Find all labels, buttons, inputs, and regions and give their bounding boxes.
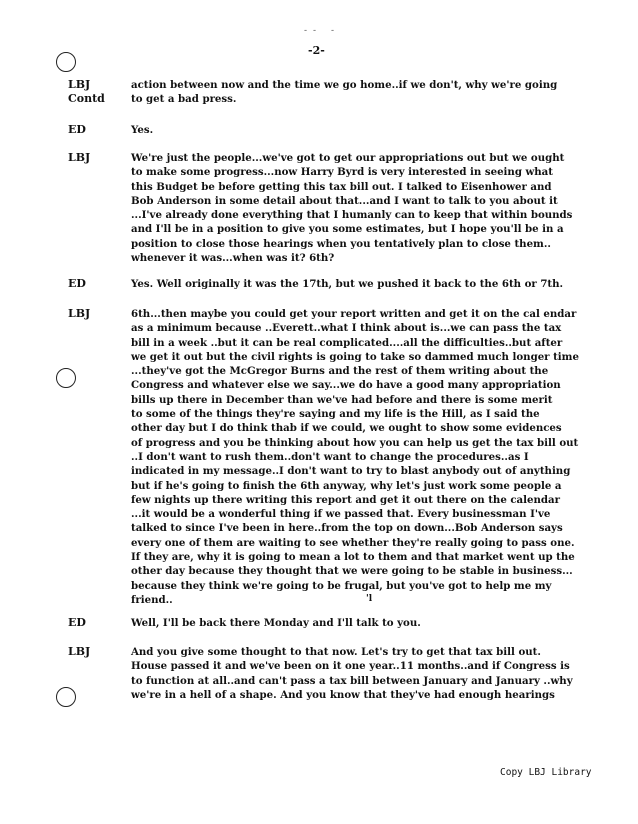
speech-line: talked to since I've been in here..from the top on down...Bob Anderson says <box>131 522 563 535</box>
speech-line: as a minimum because ..Everett..what I think about is...we can pass the tax <box>131 322 562 335</box>
speech-line: Bob Anderson in some detail about that...and I want to talk to you about it <box>131 194 558 207</box>
speech-line: Yes. <box>131 124 154 136</box>
speech-line: few nights up there writing this report and get it out there on the calendar <box>131 493 560 506</box>
speech-line: ..I don't want to rush them..don't want to change the procedures..as I <box>131 450 529 463</box>
speech-text <box>131 78 621 107</box>
speech-text <box>131 616 621 630</box>
speech-line: 6th...then maybe you could get your report written and get it on the cal endar <box>131 308 577 320</box>
speech-line: other day because they thought that we were going to be stable in business... <box>131 565 573 578</box>
speech-text <box>131 123 621 137</box>
speech-line: but if he's going to finish the 6th anyway, why let's just work some people a <box>131 479 562 492</box>
speech-line: ...I've already done everything that I humanly can to keep that within bounds <box>131 209 573 222</box>
speech-line: we get it out but the civil rights is going to take so dammed much longer time <box>131 350 579 363</box>
speech-line: to make some progress...now Harry Byrd is very interested in seeing what <box>131 166 553 179</box>
speaker-label: LBJ Contd <box>68 78 105 105</box>
speaker-label: ED <box>68 616 86 629</box>
header-marks: -- - <box>304 26 340 36</box>
page-number: -2- <box>308 44 325 57</box>
speech-line: House passed it and we've been on it one year..11 months..and if Congress is <box>131 660 570 673</box>
speech-line: to function at all..and can't pass a tax bill between January and January ..why <box>131 674 573 687</box>
speech-line: to get a bad press. <box>131 93 237 106</box>
speaker-label: LBJ <box>68 645 91 658</box>
speech-line: position to close those hearings when you tentatively plan to close them.. <box>131 237 551 250</box>
stray-mark: 'l <box>366 594 373 604</box>
punch-hole-icon <box>56 368 76 388</box>
speech-line: to some of the things they're saying and my life is the Hill, as I said the <box>131 408 540 421</box>
speech-text <box>131 151 621 265</box>
speech-text <box>131 277 621 291</box>
speech-line: ...it would be a wonderful thing if we passed that. Every businessman I've <box>131 508 551 521</box>
speaker-label: ED <box>68 277 86 290</box>
speech-line: this Budget be before getting this tax bill out. I talked to Eisenhower and <box>131 180 552 193</box>
speech-line: And you give some thought to that now. Let's try to get that tax bill out. <box>131 646 541 658</box>
speech-line: We're just the people...we've got to get our appropriations out but we ought <box>131 152 565 164</box>
speech-line: bill in a week ..but it can be real complicated....all the difficulties..but after <box>131 336 563 349</box>
speech-line: other day but I do think thab if we could, we ought to show some evidences <box>131 422 562 435</box>
speech-line: ...they've got the McGregor Burns and the rest of them writing about the <box>131 365 549 378</box>
speech-line: every one of them are waiting to see whether they're really going to pass one. <box>131 536 575 549</box>
speech-line: friend.. <box>131 593 173 606</box>
speech-line: Well, I'll be back there Monday and I'll talk to you. <box>131 617 421 629</box>
speech-line: bills up there in December than we've had before and there is some merit <box>131 393 553 406</box>
speech-line: we're in a hell of a shape. And you know that they've had enough hearings <box>131 688 555 701</box>
speech-line: indicated in my message..I don't want to try to blast anybody out of anything <box>131 465 571 478</box>
speech-line: If they are, why it is going to mean a lot to them and that market went up the <box>131 551 575 564</box>
speaker-label: ED <box>68 123 86 136</box>
footer-library-credit: Copy LBJ Library <box>500 767 592 778</box>
punch-hole-icon <box>56 687 76 707</box>
punch-hole-icon <box>56 52 76 72</box>
speech-line: of progress and you be thinking about how you can help us get the tax bill out <box>131 436 579 449</box>
speech-line: action between now and the time we go home..if we don't, why we're going <box>131 79 558 91</box>
speaker-label: LBJ <box>68 151 91 164</box>
speech-text <box>131 307 621 607</box>
speech-line: because they think we're going to be frugal, but you've got to help me my <box>131 579 552 592</box>
speaker-label: LBJ <box>68 307 91 320</box>
speech-text <box>131 645 621 702</box>
speech-line: Congress and whatever else we say...we do have a good many appropriation <box>131 379 561 392</box>
speech-line: whenever it was...when was it? 6th? <box>131 252 335 265</box>
speech-line: and I'll be in a position to give you some estimates, but I hope you'll be in a <box>131 223 564 236</box>
speech-line: Yes. Well originally it was the 17th, but we pushed it back to the 6th or 7th. <box>131 278 564 290</box>
